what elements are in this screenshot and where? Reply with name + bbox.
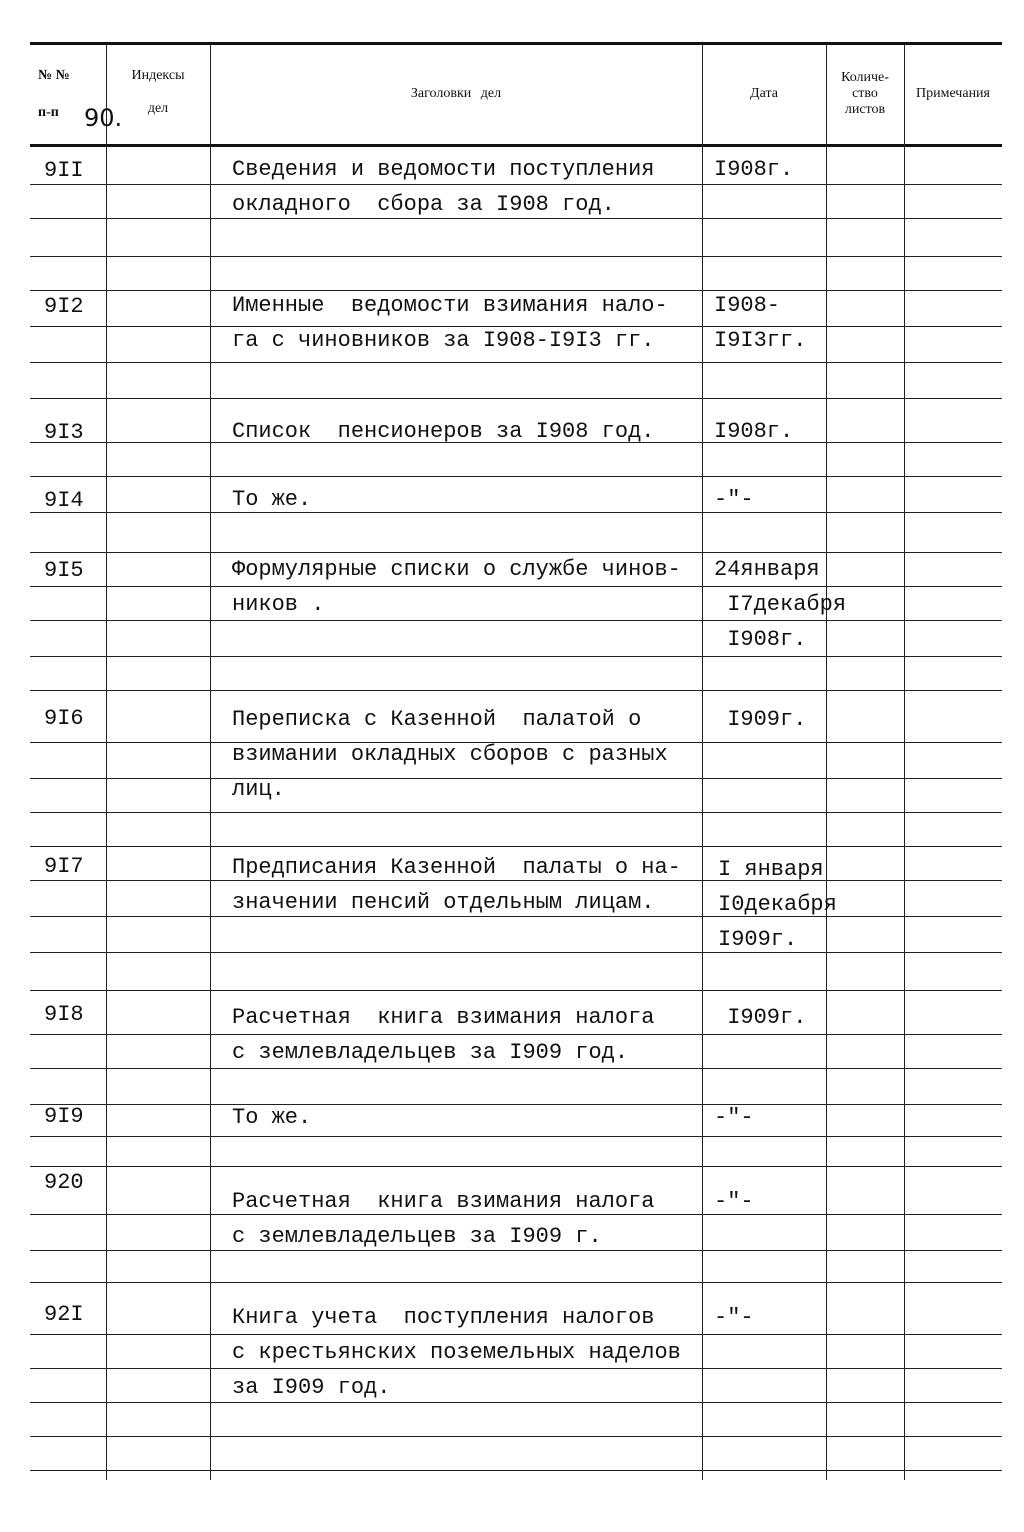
header-date: Дата — [750, 86, 778, 101]
row-number: 920 — [44, 1170, 84, 1195]
ruled-line — [30, 990, 1002, 991]
row-title: То же. — [232, 1105, 312, 1130]
row-date: I января I0декабря I909г. — [718, 857, 837, 952]
ruled-line — [30, 1436, 1002, 1437]
row-number: 92I — [44, 1302, 84, 1327]
ruled-line — [30, 690, 1002, 691]
handwritten-page-number: 90. — [84, 104, 123, 132]
row-date: I909г. — [714, 707, 807, 732]
row-date: I909г. — [714, 1005, 807, 1030]
ruled-line — [30, 398, 1002, 399]
row-date: I908г. — [714, 419, 794, 444]
header-index: Индексы дел — [131, 68, 185, 116]
ruled-line — [30, 1166, 1002, 1167]
row-number: 9I4 — [44, 488, 84, 513]
ruled-line — [30, 656, 1002, 657]
header-rule — [30, 144, 1002, 147]
header-num: № № п-п — [38, 68, 70, 120]
ruled-line — [30, 1136, 1002, 1137]
header-count: Количе- ство листов — [841, 70, 889, 117]
row-title: То же. — [232, 487, 312, 512]
header-notes: Примечания — [915, 86, 990, 101]
row-number: 9I3 — [44, 420, 84, 445]
row-date: -"- — [714, 487, 754, 512]
row-title: Сведения и ведомости поступления окладного сбора за I908 год. — [232, 157, 655, 217]
row-number: 9I5 — [44, 558, 84, 583]
ruled-line — [30, 1470, 1002, 1471]
ruled-line — [30, 362, 1002, 363]
ruled-line — [30, 256, 1002, 257]
row-number: 9I2 — [44, 294, 84, 319]
row-date: -"- — [714, 1305, 754, 1330]
col-divider-3 — [702, 44, 703, 1480]
row-title: Предписания Казенной палаты о на- значении пенсий отдельным лицам. — [232, 855, 681, 915]
col-divider-4 — [826, 44, 827, 1480]
ruled-line — [30, 812, 1002, 813]
top-rule — [30, 42, 1002, 45]
col-divider-1 — [106, 44, 107, 1480]
row-date: -"- — [714, 1189, 754, 1214]
row-date: I908- I9I3гг. — [714, 293, 807, 353]
row-title: Именные ведомости взимания нало- га с чиновников за I908-I9I3 гг. — [232, 293, 668, 353]
row-title: Расчетная книга взимания налога с землевладельцев за I909 г. — [232, 1189, 655, 1249]
ruled-line — [30, 476, 1002, 477]
col-divider-5 — [904, 44, 905, 1480]
row-title: Книга учета поступления налогов с крестьянских поземельных наделов за I909 год. — [232, 1305, 681, 1400]
col-divider-2 — [210, 44, 211, 1480]
ruled-line — [30, 1282, 1002, 1283]
row-title: Переписка с Казенной палатой о взимании окладных сборов с разных лиц. — [232, 707, 668, 802]
row-number: 9I7 — [44, 854, 84, 879]
row-date: 24января I7декабря I908г. — [714, 557, 847, 652]
row-title: Расчетная книга взимания налога с землевладельцев за I909 год. — [232, 1005, 655, 1065]
row-date: -"- — [714, 1105, 754, 1130]
row-title: Формулярные списки о службе чинов- ников . — [232, 557, 681, 617]
row-title: Список пенсионеров за I908 год. — [232, 419, 655, 444]
row-number: 9I6 — [44, 706, 84, 731]
header-titles: Заголовки дел — [410, 86, 502, 101]
row-date: I908г. — [714, 157, 794, 182]
ruled-line — [30, 846, 1002, 847]
row-number: 9I8 — [44, 1002, 84, 1027]
row-number: 9I9 — [44, 1104, 84, 1129]
row-number: 9II — [44, 158, 84, 183]
